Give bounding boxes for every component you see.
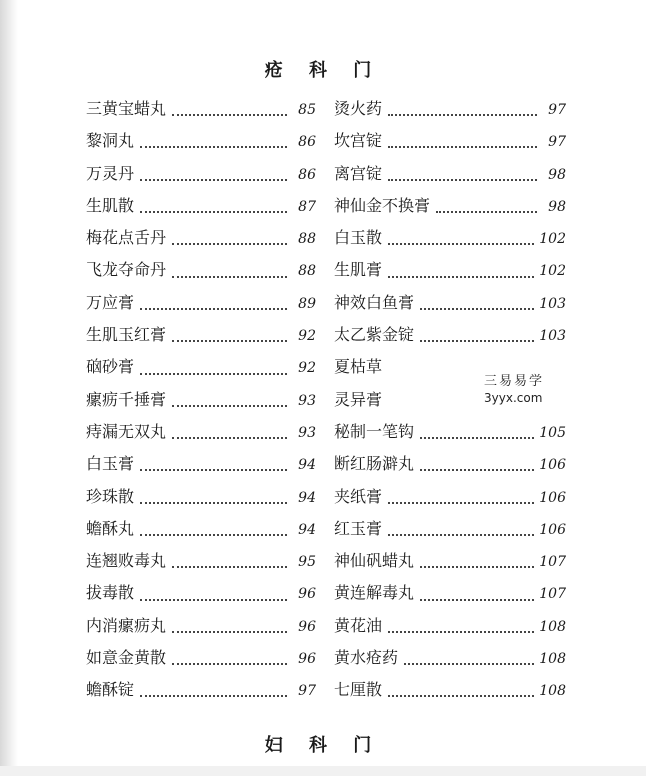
- entry-name: 蟾酥锭: [86, 680, 135, 700]
- toc-entry: [334, 96, 566, 128]
- dot-leader: [388, 114, 537, 116]
- toc-entry: [86, 451, 316, 483]
- dot-leader: [140, 211, 287, 213]
- entry-name: 拔毒散: [86, 583, 135, 603]
- toc-entry: [334, 419, 566, 451]
- toc-entry: [86, 484, 316, 516]
- entry-name: 断红肠澼丸: [334, 454, 415, 474]
- toc-entry: [86, 354, 316, 386]
- entry-name: 烫火药: [334, 99, 383, 118]
- toc-entry: [86, 290, 316, 322]
- toc-entry: [334, 257, 566, 289]
- dot-leader: [388, 631, 534, 633]
- entry-name: 痔漏无双丸: [86, 421, 167, 441]
- entry-name: 三黄宝蜡丸: [86, 99, 167, 118]
- dot-leader: [388, 146, 537, 148]
- toc-entry: [334, 225, 566, 257]
- dot-leader: [140, 469, 287, 471]
- entry-name: 珍珠散: [86, 486, 135, 506]
- entry-name: 黎洞丸: [86, 131, 135, 151]
- entry-page-number: 108: [539, 683, 566, 700]
- toc-entry: [334, 580, 566, 612]
- toc-entry: [86, 225, 316, 257]
- toc-entry: [334, 128, 566, 160]
- page-bottom-edge: [0, 766, 646, 776]
- dot-leader: [420, 340, 534, 342]
- entry-page-number: 102: [539, 231, 566, 248]
- dot-leader: [172, 437, 287, 439]
- entry-page-number: 107: [539, 554, 566, 571]
- entry-page-number: 94: [298, 457, 316, 474]
- section-title-gynecology: 妇 科 门: [264, 735, 382, 756]
- watermark: [484, 370, 544, 405]
- entry-name: 内消瘰疬丸: [86, 615, 167, 635]
- dot-leader: [172, 631, 287, 633]
- toc-entry: [86, 387, 316, 419]
- entry-name: 太乙紫金锭: [334, 325, 415, 345]
- toc-entry: [334, 161, 566, 193]
- dot-leader: [420, 566, 534, 568]
- toc-entry: [334, 322, 566, 354]
- entry-name: 硇砂膏: [86, 357, 135, 377]
- entry-name: 黄水疮药: [334, 648, 399, 668]
- entry-name: 白玉散: [334, 228, 383, 248]
- dot-leader: [140, 373, 287, 375]
- dot-leader: [388, 695, 534, 697]
- entry-name: 神效白鱼膏: [334, 292, 415, 312]
- toc-entry: [86, 193, 316, 225]
- toc-entry: [86, 613, 316, 645]
- entry-name: 白玉膏: [86, 454, 135, 474]
- entry-name: 灵异膏: [334, 389, 383, 409]
- entry-page-number: 92: [298, 360, 316, 377]
- dot-leader: [388, 276, 534, 278]
- toc-entry: [86, 161, 316, 193]
- toc-entry: [334, 613, 566, 645]
- dot-leader: [388, 534, 534, 536]
- dot-leader: [388, 243, 534, 245]
- toc-entry: [334, 451, 566, 483]
- toc-entry: [86, 677, 316, 709]
- entry-name: 神仙金不换膏: [334, 195, 431, 215]
- watermark-url: 3yyx.com: [484, 391, 543, 405]
- entry-page-number: 96: [298, 618, 316, 635]
- entry-name: 生肌膏: [334, 260, 383, 280]
- toc-entry: [334, 516, 566, 548]
- entry-page-number: 93: [298, 424, 316, 441]
- toc-entry: [86, 257, 316, 289]
- toc-entry: [334, 290, 566, 322]
- entry-name: 生肌散: [86, 195, 135, 215]
- toc-entry: [86, 128, 316, 160]
- entry-name: 如意金黄散: [86, 648, 167, 668]
- entry-page-number: 102: [539, 263, 566, 280]
- dot-leader: [172, 566, 287, 568]
- entry-name: 夏枯草: [334, 357, 383, 377]
- entry-name: 神仙矾蜡丸: [334, 551, 415, 571]
- watermark-name: 三易易学: [484, 374, 545, 389]
- entry-page-number: 107: [539, 586, 566, 603]
- dot-leader: [420, 599, 534, 601]
- dot-leader: [172, 114, 287, 116]
- entry-name: 万灵丹: [86, 163, 135, 183]
- entry-name: 黄连解毒丸: [334, 583, 415, 603]
- toc-entry: [334, 484, 566, 516]
- dot-leader: [404, 663, 534, 665]
- entry-name: 梅花点舌丹: [86, 228, 167, 248]
- entry-name: 离宫锭: [334, 163, 383, 183]
- toc-entry: [334, 548, 566, 580]
- dot-leader: [172, 405, 287, 407]
- entry-name: 七厘散: [334, 680, 383, 700]
- entry-page-number: 96: [298, 651, 316, 668]
- entry-page-number: 95: [298, 554, 316, 571]
- toc-entry: [334, 645, 566, 677]
- entry-page-number: 106: [539, 489, 566, 506]
- entry-page-number: 106: [539, 521, 566, 538]
- entry-page-number: 94: [298, 521, 316, 538]
- entry-page-number: 97: [298, 683, 316, 700]
- toc-entry: [86, 419, 316, 451]
- dot-leader: [420, 469, 534, 471]
- entry-page-number: 106: [539, 457, 566, 474]
- entry-page-number: 94: [298, 489, 316, 506]
- dot-leader: [140, 695, 287, 697]
- dot-leader: [140, 599, 287, 601]
- entry-page-number: 86: [298, 166, 316, 183]
- toc-column-left: [86, 96, 316, 710]
- entry-page-number: 93: [298, 392, 316, 409]
- entry-name: 连翘败毒丸: [86, 551, 167, 571]
- dot-leader: [140, 502, 287, 504]
- entry-name: 黄花油: [334, 615, 383, 635]
- entry-name: 万应膏: [86, 292, 135, 312]
- entry-name: 坎宫锭: [334, 131, 383, 151]
- entry-page-number: 98: [548, 198, 566, 215]
- dot-leader: [388, 179, 537, 181]
- dot-leader: [420, 308, 534, 310]
- toc-entry: [86, 645, 316, 677]
- entry-name: 蟾酥丸: [86, 518, 135, 538]
- section-title-sores: 疮 科 门: [264, 60, 382, 81]
- entry-page-number: 87: [298, 198, 316, 215]
- entry-page-number: 96: [298, 586, 316, 603]
- entry-name: 生肌玉红膏: [86, 325, 167, 345]
- dot-leader: [172, 340, 287, 342]
- toc-entry: [86, 548, 316, 580]
- entry-page-number: 97: [548, 134, 566, 151]
- toc-entry: [86, 580, 316, 612]
- entry-page-number: 108: [539, 651, 566, 668]
- entry-page-number: 97: [548, 102, 566, 118]
- entry-name: 红玉膏: [334, 518, 383, 538]
- dot-leader: [172, 243, 287, 245]
- entry-name: 飞龙夺命丹: [86, 260, 167, 280]
- entry-page-number: 88: [298, 263, 316, 280]
- dot-leader: [140, 534, 287, 536]
- entry-page-number: 103: [539, 328, 566, 345]
- toc-entry: [334, 193, 566, 225]
- entry-name: 夹纸膏: [334, 486, 383, 506]
- toc-entry: [86, 322, 316, 354]
- dot-leader: [420, 437, 534, 439]
- dot-leader: [140, 308, 287, 310]
- dot-leader: [140, 146, 287, 148]
- toc-entry: [334, 677, 566, 709]
- entry-page-number: 89: [298, 295, 316, 312]
- entry-page-number: 108: [539, 618, 566, 635]
- entry-page-number: 86: [298, 134, 316, 151]
- dot-leader: [388, 502, 534, 504]
- entry-page-number: 88: [298, 231, 316, 248]
- entry-page-number: 92: [298, 328, 316, 345]
- dot-leader: [172, 663, 287, 665]
- entry-name: 秘制一笔钩: [334, 421, 415, 441]
- entry-page-number: 98: [548, 166, 566, 183]
- toc-entry: [86, 516, 316, 548]
- entry-page-number: 85: [298, 102, 316, 118]
- dot-leader: [172, 276, 287, 278]
- dot-leader: [140, 179, 287, 181]
- entry-page-number: 103: [539, 295, 566, 312]
- page-edge-shadow: [0, 0, 18, 776]
- dot-leader: [436, 211, 537, 213]
- toc-entry: [86, 96, 316, 128]
- entry-page-number: 105: [539, 424, 566, 441]
- entry-name: 瘰疬千捶膏: [86, 389, 167, 409]
